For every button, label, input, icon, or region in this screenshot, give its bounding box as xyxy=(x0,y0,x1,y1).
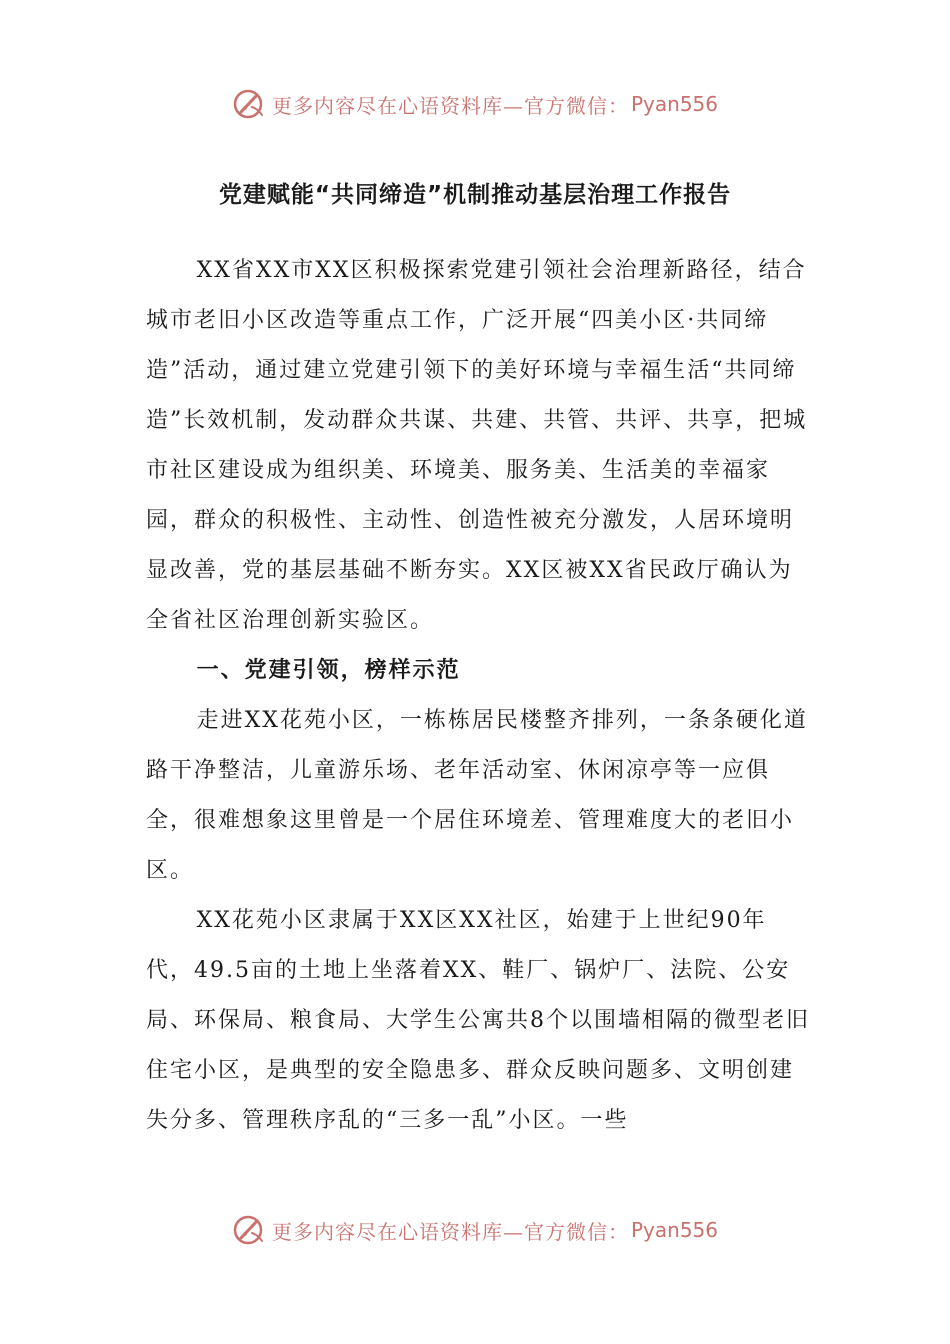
section-heading: 一、党建引领，榜样示范 xyxy=(196,658,461,683)
document-body xyxy=(146,246,814,1146)
pen-logo-icon xyxy=(232,1213,266,1247)
watermark-footer xyxy=(0,1210,950,1250)
paragraph: XX花苑小区隶属于XX区XX社区，始建于上世纪90年代，49.5亩的土地上坐落着XX、鞋厂、锅炉厂、法院、公安局、环保局、粮食局、大学生公寓共8个以围墙相隔的微型老旧住宅小区，是典型的安全隐患多、群众反映问题多、文明创建失分多、管理秩序乱的“三多一乱”小区。一些 xyxy=(146,908,810,1133)
paragraph: 走进XX花苑小区，一栋栋居民楼整齐排列，一条条硬化道路干净整洁，儿童游乐场、老年活动室、休闲凉亭等一应俱全，很难想象这里曾是一个居住环境差、管理难度大的老旧小区。 xyxy=(146,708,808,883)
pen-logo-icon xyxy=(232,87,266,121)
document-title: 党建赋能“共同缔造”机制推动基层治理工作报告 xyxy=(218,182,732,208)
watermark-text: 更多内容尽在心语资料库—官方微信： xyxy=(271,93,629,118)
watermark-wechat-id: Pyan556 xyxy=(630,92,718,116)
watermark-text: 更多内容尽在心语资料库—官方微信： xyxy=(271,1219,629,1244)
watermark-wechat-id: Pyan556 xyxy=(630,1218,718,1242)
watermark-header xyxy=(0,84,950,124)
paragraph-intro: XX省XX市XX区积极探索党建引领社会治理新路径，结合城市老旧小区改造等重点工作，广泛开展“四美小区·共同缔造”活动，通过建立党建引领下的美好环境与幸福生活“共同缔造”长效机制，发动群众共谋、共建、共管、共评、共享，把城市社区建设成为组织美、环境美、服务美、生活美的幸福家园，群众的积极性、主动性、创造性被充分激发，人居环境明显改善，党的基层基础不断夯实。XX区被XX省民政厅确认为全省社区治理创新实验区。 xyxy=(146,258,808,633)
